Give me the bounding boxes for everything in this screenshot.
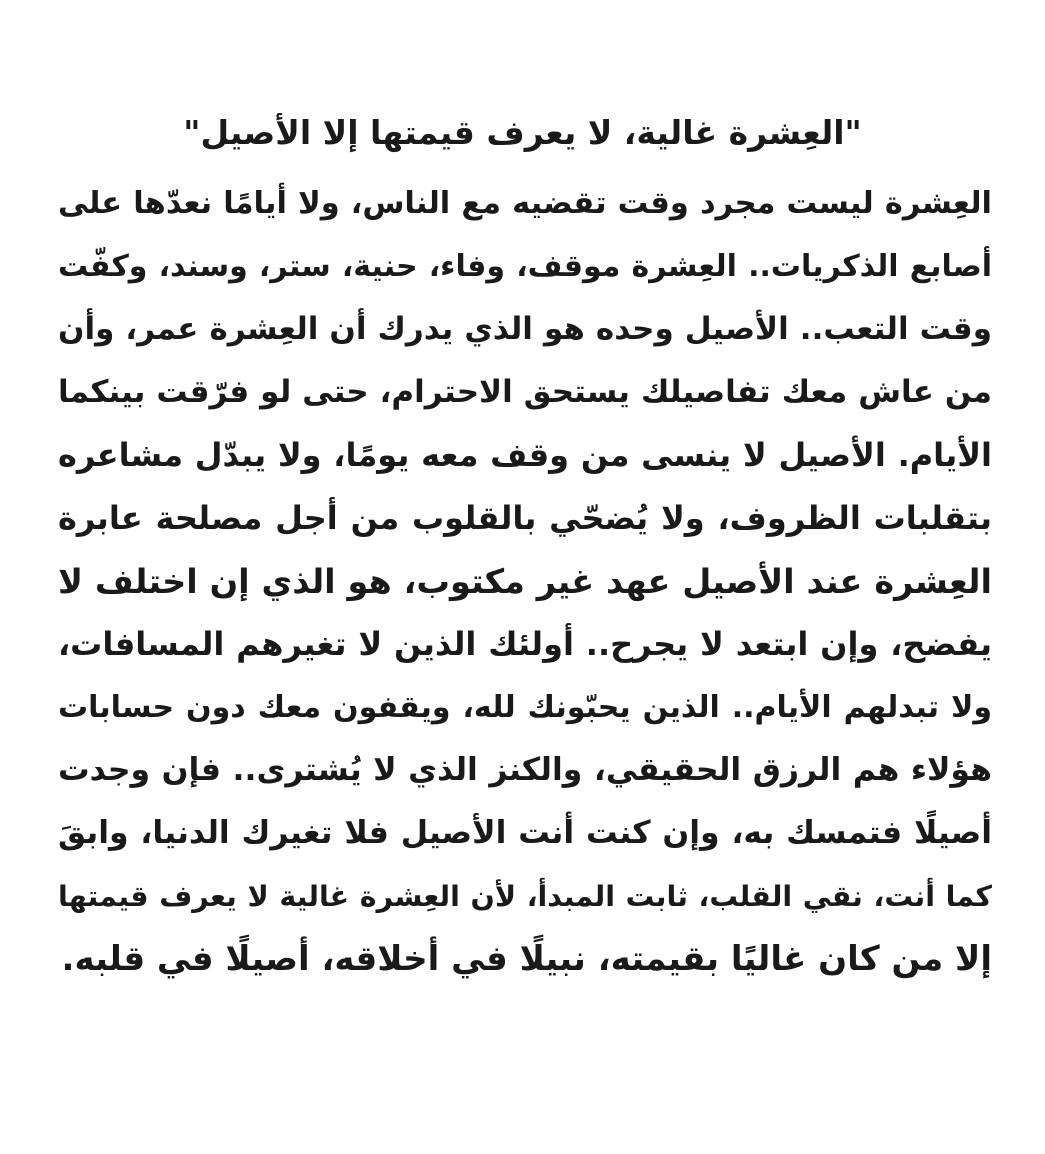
text-line: يفضح، وإن ابتعد لا يجرح.. أولئك الذين لا تغيرهم المسافات،: [58, 625, 992, 663]
text-line: العِشرة ليست مجرد وقت تقضيه مع الناس، ولا أيامًا نعدّها على: [58, 186, 992, 221]
text-line: العِشرة عند الأصيل عهد غير مكتوب، هو الذي إن اختلف لا: [58, 562, 992, 601]
text-line: هؤلاء هم الرزق الحقيقي، والكنز الذي لا يُشترى.. فإن وجدت: [58, 752, 992, 788]
text-line: وقت التعب.. الأصيل وحده هو الذي يدرك أن العِشرة عمر، وأن: [58, 311, 992, 347]
quote-title: "العِشرة غالية، لا يعرف قيمتها إلا الأصيل": [183, 113, 862, 152]
text-line: كما أنت، نقي القلب، ثابت المبدأ، لأن العِشرة غالية لا يعرف قيمتها: [58, 880, 992, 913]
text-line: ولا تبدلهم الأيام.. الذين يحبّونك لله، ويقفون معك دون حسابات: [58, 690, 992, 725]
text-line: أصابع الذكريات.. العِشرة موقف، وفاء، حنية، ستر، وسند، وكفّت: [58, 249, 992, 284]
text-line: أصيلًا فتمسك به، وإن كنت أنت الأصيل فلا تغيرك الدنيا، وابقَ: [58, 815, 992, 851]
body-paragraph: [58, 172, 992, 991]
text-line: بتقلبات الظروف، ولا يُضحّي بالقلوب من أجل مصلحة عابرة: [58, 499, 992, 537]
text-line: من عاش معك تفاصيلك يستحق الاحترام، حتى لو فرّقت بينكما: [58, 374, 992, 410]
text-line: الأيام. الأصيل لا ينسى من وقف معه يومًا، ولا يبدّل مشاعره: [58, 436, 992, 474]
text-line: إلا من كان غاليًا بقيمته، نبيلًا في أخلاقه، أصيلًا في قلبه.: [61, 939, 992, 979]
